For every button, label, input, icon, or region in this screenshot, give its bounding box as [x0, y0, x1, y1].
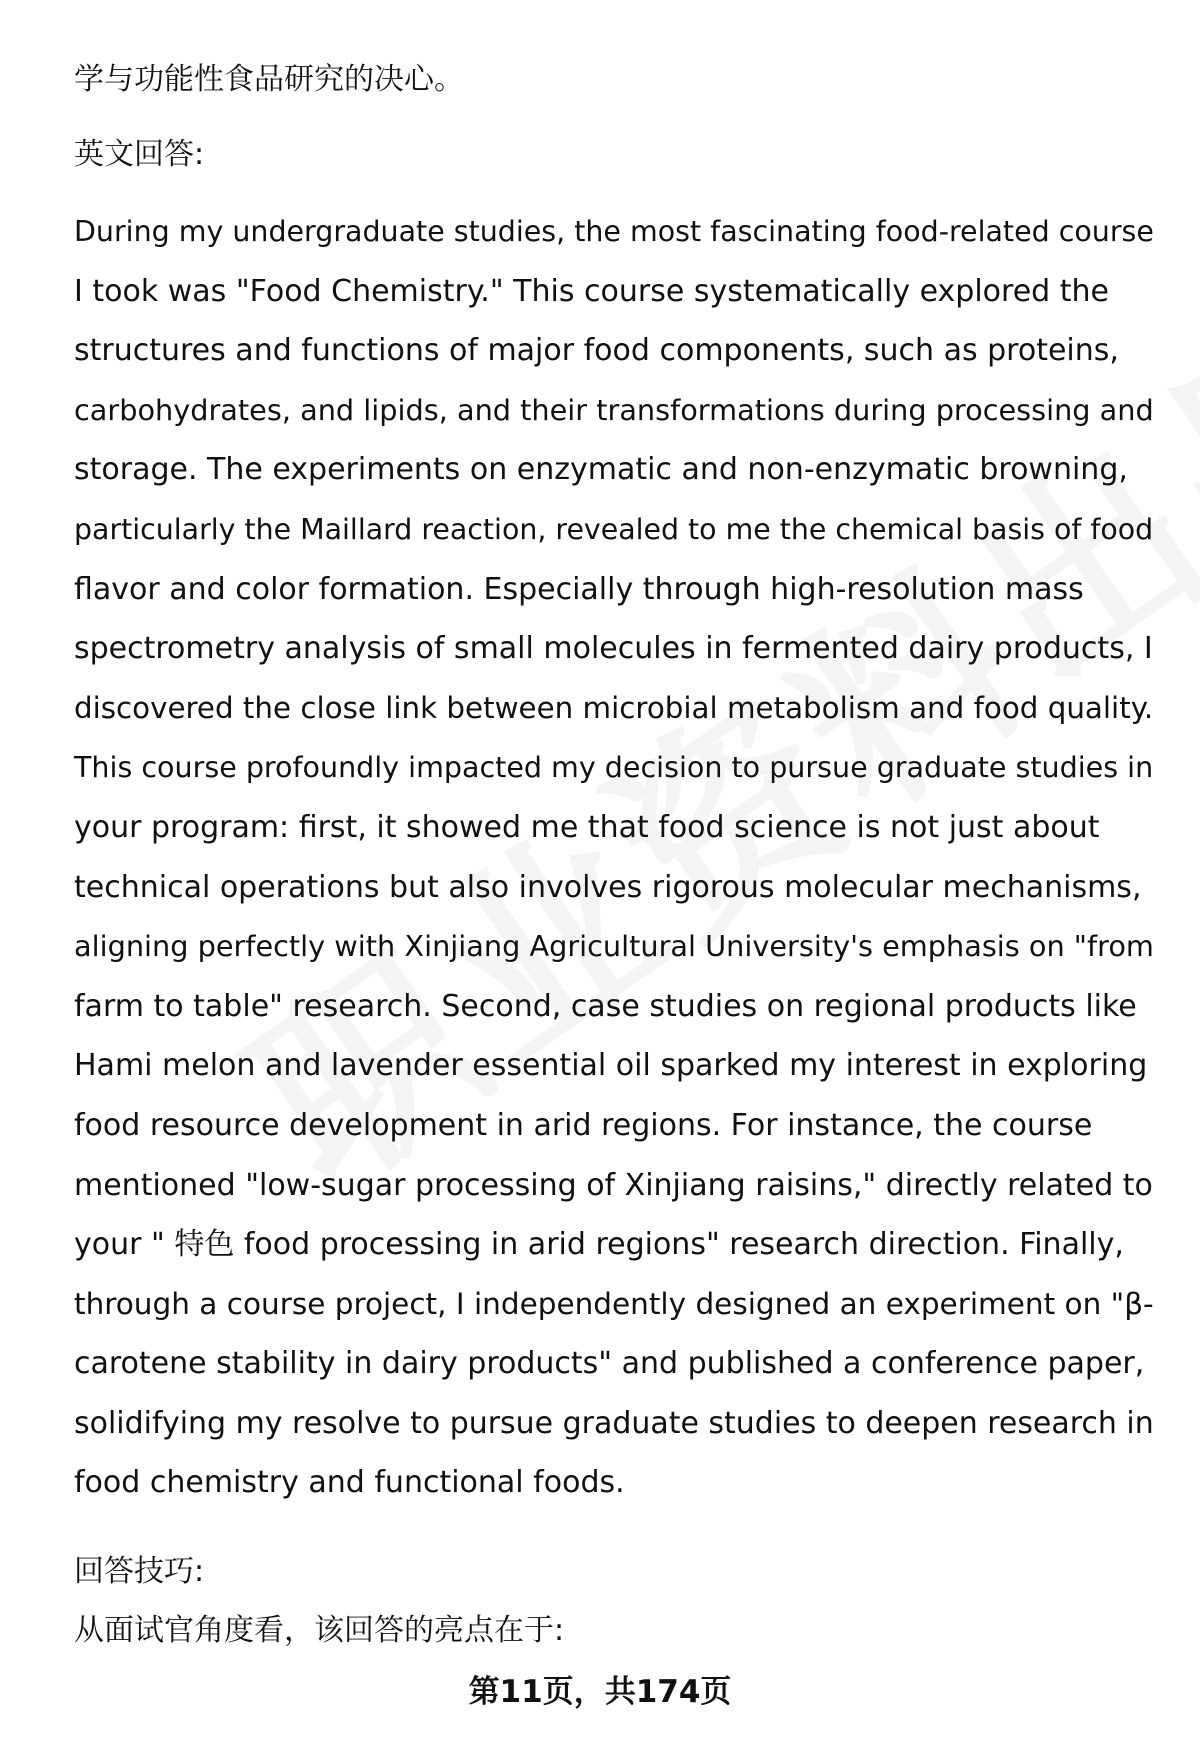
answer-line: through a course project, I independently designed an experiment on "β- — [74, 1286, 1154, 1321]
answer-line: your program: first, it showed me that food science is not just about — [74, 809, 1100, 845]
answer-line: flavor and color formation. Especially through high-resolution mass — [74, 571, 1084, 607]
answer-line: your " 特色 food processing in arid regions" research direction. Finally, — [74, 1227, 1124, 1263]
answer-line: Hami melon and lavender essential oil sparked my interest in exploring — [74, 1048, 1148, 1084]
answer-line: technical operations but also involves rigorous molecular mechanisms, — [74, 869, 1142, 905]
answer-line: During my undergraduate studies, the most fascinating food-related course — [74, 215, 1154, 248]
english-answer-heading: 英文回答: — [74, 137, 205, 172]
answer-tips-intro: 从面试官角度看，该回答的亮点在于: — [74, 1613, 565, 1648]
answer-line: food chemistry and functional foods. — [74, 1465, 625, 1501]
answer-tips-heading: 回答技巧: — [74, 1554, 205, 1589]
answer-line: structures and functions of major food components, such as proteins, — [74, 333, 1119, 369]
answer-line: I took was "Food Chemistry." This course systematically explored the — [74, 273, 1109, 309]
answer-line: farm to table" research. Second, case studies on regional products like — [74, 988, 1137, 1024]
answer-line: spectrometry analysis of small molecules in fermented dairy products, I — [74, 631, 1153, 667]
answer-line: particularly the Maillard reaction, revealed to me the chemical basis of food — [74, 512, 1154, 546]
english-answer-paragraph — [74, 202, 1154, 1513]
answer-line: aligning perfectly with Xinjiang Agricultural University's emphasis on "from — [74, 929, 1154, 964]
answer-line: carotene stability in dairy products" and published a conference paper, — [74, 1346, 1145, 1382]
page-number-footer: 第11页，共174页 — [468, 1674, 732, 1710]
lead-in-line: 学与功能性食品研究的决心。 — [74, 62, 464, 97]
answer-line: discovered the close link between microbial metabolism and food quality. — [74, 690, 1154, 725]
answer-line: This course profoundly impacted my decision to pursue graduate studies in — [74, 751, 1154, 785]
answer-line: solidifying my resolve to pursue graduate studies to deepen research in — [74, 1405, 1154, 1441]
answer-line: food resource development in arid regions. For instance, the course — [74, 1107, 1093, 1143]
answer-line: mentioned "low-sugar processing of Xinjiang raisins," directly related to — [74, 1167, 1153, 1203]
answer-line: carbohydrates, and lipids, and their transformations during processing and — [74, 392, 1154, 427]
answer-line: storage. The experiments on enzymatic and non-enzymatic browning, — [74, 452, 1128, 488]
